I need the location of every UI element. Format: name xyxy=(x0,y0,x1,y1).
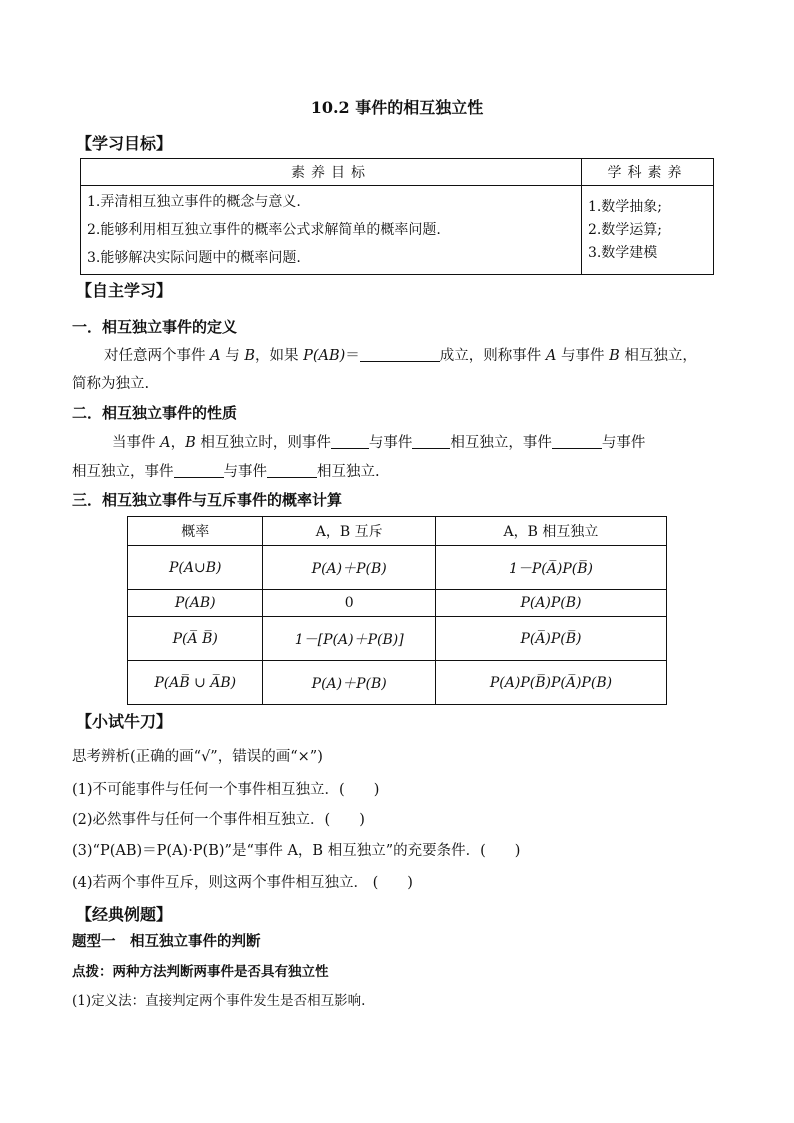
var-a: A xyxy=(210,348,221,364)
table-cell: 0 xyxy=(263,590,435,617)
text: 与 xyxy=(220,348,245,364)
text: 相互独立， xyxy=(619,348,697,364)
goal-table-header-right: 学科素养 xyxy=(581,159,713,186)
table-cell: 1－[P(A)＋P(B)] xyxy=(263,617,435,661)
section-self-study: 【自主学习】 xyxy=(76,281,173,300)
text: ，如果 xyxy=(254,348,304,364)
probability-table xyxy=(127,516,667,705)
try-item: (1)不可能事件与任何一个事件相互独立．( ) xyxy=(72,782,380,798)
text: 对任意两个事件 xyxy=(104,348,211,364)
goal-table xyxy=(80,158,714,275)
fill-blank[interactable] xyxy=(412,434,450,449)
fill-blank[interactable] xyxy=(174,463,224,478)
try-intro: 思考辨析(正确的画“√”，错误的画“×”) xyxy=(72,749,323,765)
goal-list-cell xyxy=(81,186,582,275)
table-cell: P(AB̅ ∪ A̅B) xyxy=(128,661,263,705)
literacy-item: 3.数学建模 xyxy=(587,244,658,261)
property-heading: 二．相互独立事件的性质 xyxy=(72,404,238,422)
col-header-independent: A，B 相互独立 xyxy=(435,517,666,546)
var-a: A xyxy=(160,435,171,451)
definition-heading: 一．相互独立事件的定义 xyxy=(72,318,238,336)
literacy-cell xyxy=(581,186,713,275)
try-item: (3)“P(AB)＝P(A)·P(B)”是“事件 A，B 相互独立”的充要条件．( ) xyxy=(72,843,521,859)
table-cell: P(AB) xyxy=(128,590,263,617)
text: 与事件 xyxy=(556,348,610,364)
table-cell: P(A)P(B̅)P(A̅)P(B) xyxy=(435,661,666,705)
text: ＝ xyxy=(345,348,360,364)
section-try: 【小试牛刀】 xyxy=(76,712,173,731)
calc-heading: 三．相互独立事件与互斥事件的概率计算 xyxy=(72,491,343,509)
formula-pab: P(AB) xyxy=(303,348,346,364)
fill-blank[interactable] xyxy=(267,463,317,478)
fill-blank[interactable] xyxy=(360,347,440,362)
goal-item: 1.弄清相互独立事件的概念与意义. xyxy=(87,194,301,210)
text: 相互独立时，则事件 xyxy=(195,435,331,451)
goal-table-header-left: 素养目标 xyxy=(81,159,582,186)
table-cell: P(A)P(B) xyxy=(435,590,666,617)
page-title: 10.2 事件的相互独立性 xyxy=(310,98,484,117)
table-cell: P(A)＋P(B) xyxy=(263,546,435,590)
var-a: A xyxy=(545,348,557,364)
definition-line-1 xyxy=(104,344,697,365)
fill-blank[interactable] xyxy=(331,434,369,449)
col-header-exclusive: A，B 互斥 xyxy=(263,517,435,546)
type-heading: 题型一 相互独立事件的判断 xyxy=(72,933,261,950)
text: 相互独立，事件 xyxy=(450,435,552,451)
goal-item: 2.能够利用相互独立事件的概率公式求解简单的概率问题. xyxy=(87,222,441,238)
goal-item: 3.能够解决实际问题中的概率问题. xyxy=(87,250,301,266)
section-examples: 【经典例题】 xyxy=(76,905,173,924)
try-item: (2)必然事件与任何一个事件相互独立．( ) xyxy=(72,812,365,828)
var-b: B xyxy=(609,348,620,364)
text: 与事件 xyxy=(223,464,267,480)
table-cell: P(A)＋P(B) xyxy=(263,661,435,705)
col-header-probability: 概率 xyxy=(128,517,263,546)
text: 当事件 xyxy=(112,435,161,451)
text: 成立，则称事件 xyxy=(439,348,546,364)
table-cell: 1－P(A̅)P(B̅) xyxy=(435,546,666,590)
try-item: (4)若两个事件互斥，则这两个事件相互独立． ( ) xyxy=(72,875,413,891)
fill-blank[interactable] xyxy=(552,434,602,449)
text: 与事件 xyxy=(601,435,646,451)
var-b: B xyxy=(185,435,196,451)
table-cell: P(A∪B) xyxy=(128,546,263,590)
text: 相互独立，事件 xyxy=(72,464,174,480)
property-line-2 xyxy=(72,460,380,481)
definition-line-2: 简称为独立. xyxy=(72,376,150,392)
table-cell: P(A̅)P(B̅) xyxy=(435,617,666,661)
tip-item: (1)定义法：直接判定两个事件发生是否相互影响. xyxy=(72,993,366,1009)
var-b: B xyxy=(244,348,255,364)
literacy-item: 1.数学抽象; xyxy=(587,198,663,215)
text: 相互独立. xyxy=(317,464,380,480)
text: 与事件 xyxy=(368,435,413,451)
property-line-1 xyxy=(112,431,645,452)
table-cell: P(A̅ B̅) xyxy=(128,617,263,661)
section-learning-goals: 【学习目标】 xyxy=(76,134,173,153)
text: ， xyxy=(170,435,186,451)
literacy-item: 2.数学运算; xyxy=(587,221,663,238)
tip-heading: 点拨：两种方法判断两事件是否具有独立性 xyxy=(72,964,329,980)
